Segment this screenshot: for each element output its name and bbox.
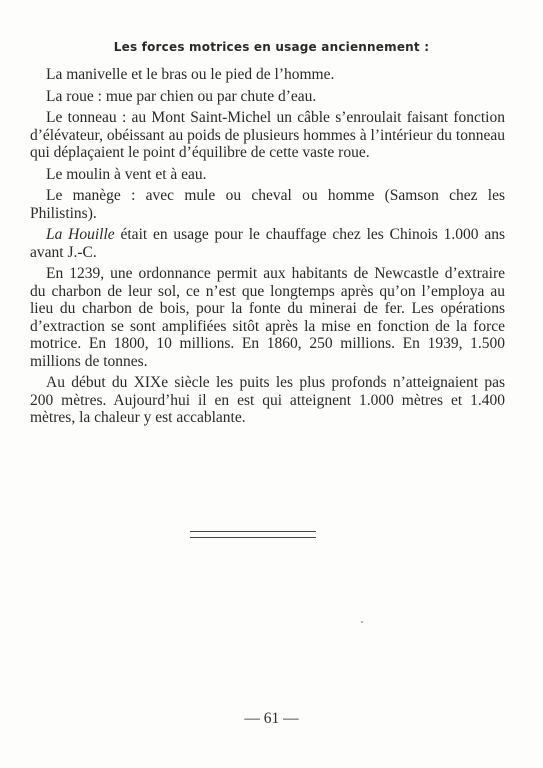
section-heading: Les forces motrices en usage anciennement :: [113, 40, 430, 54]
paragraph: En 1239, une ordonnance permit aux habitants de Newcastle d’extraire du charbon de leur sol, ce n’est que longtemps après qu’on l’employa au lieu du charbon de bois, pour la fonte du minerai de fer. Les opérations d’extraction se sont amplifiées sitôt après la mise en fonction de la force motrice. En 1800, 10 millions. En 1860, 250 millions. En 1939, 1.500 millions de tonnes.: [30, 265, 505, 370]
paragraph: Le moulin à vent et à eau.: [46, 165, 207, 183]
paper-speck: [361, 621, 363, 623]
page-number: — 61 —: [244, 710, 299, 727]
paragraph: Le tonneau : au Mont Saint-Michel un câble s’enroulait faisant fonction d’élévateur, obéissant au poids de plusieurs hommes à l’intérieur du tonneau qui déplaçaient le point d’équilibre de cette vaste roue.: [30, 109, 505, 161]
paragraph: Au début du XIXe siècle les puits les plus profonds n’atteignaient pas 200 mètres. Aujourd’hui il en est qui atteignent 1.000 mètres et 1.400 mètres, la chaleur y est accablante.: [30, 374, 505, 426]
body-text: [30, 66, 505, 431]
paragraph: La manivelle et le bras ou le pied de l’homme.: [46, 66, 335, 83]
paragraph: La Houille était en usage pour le chauffage chez les Chinois 1.000 ans avant J.-C.: [30, 226, 505, 261]
paragraph: La roue : mue par chien ou par chute d’eau.: [46, 87, 317, 105]
paragraph: Le manège : avec mule ou cheval ou homme (Samson chez les Philistins).: [30, 187, 505, 222]
double-rule-divider: [190, 531, 316, 538]
italic-term: La Houille: [46, 226, 115, 243]
